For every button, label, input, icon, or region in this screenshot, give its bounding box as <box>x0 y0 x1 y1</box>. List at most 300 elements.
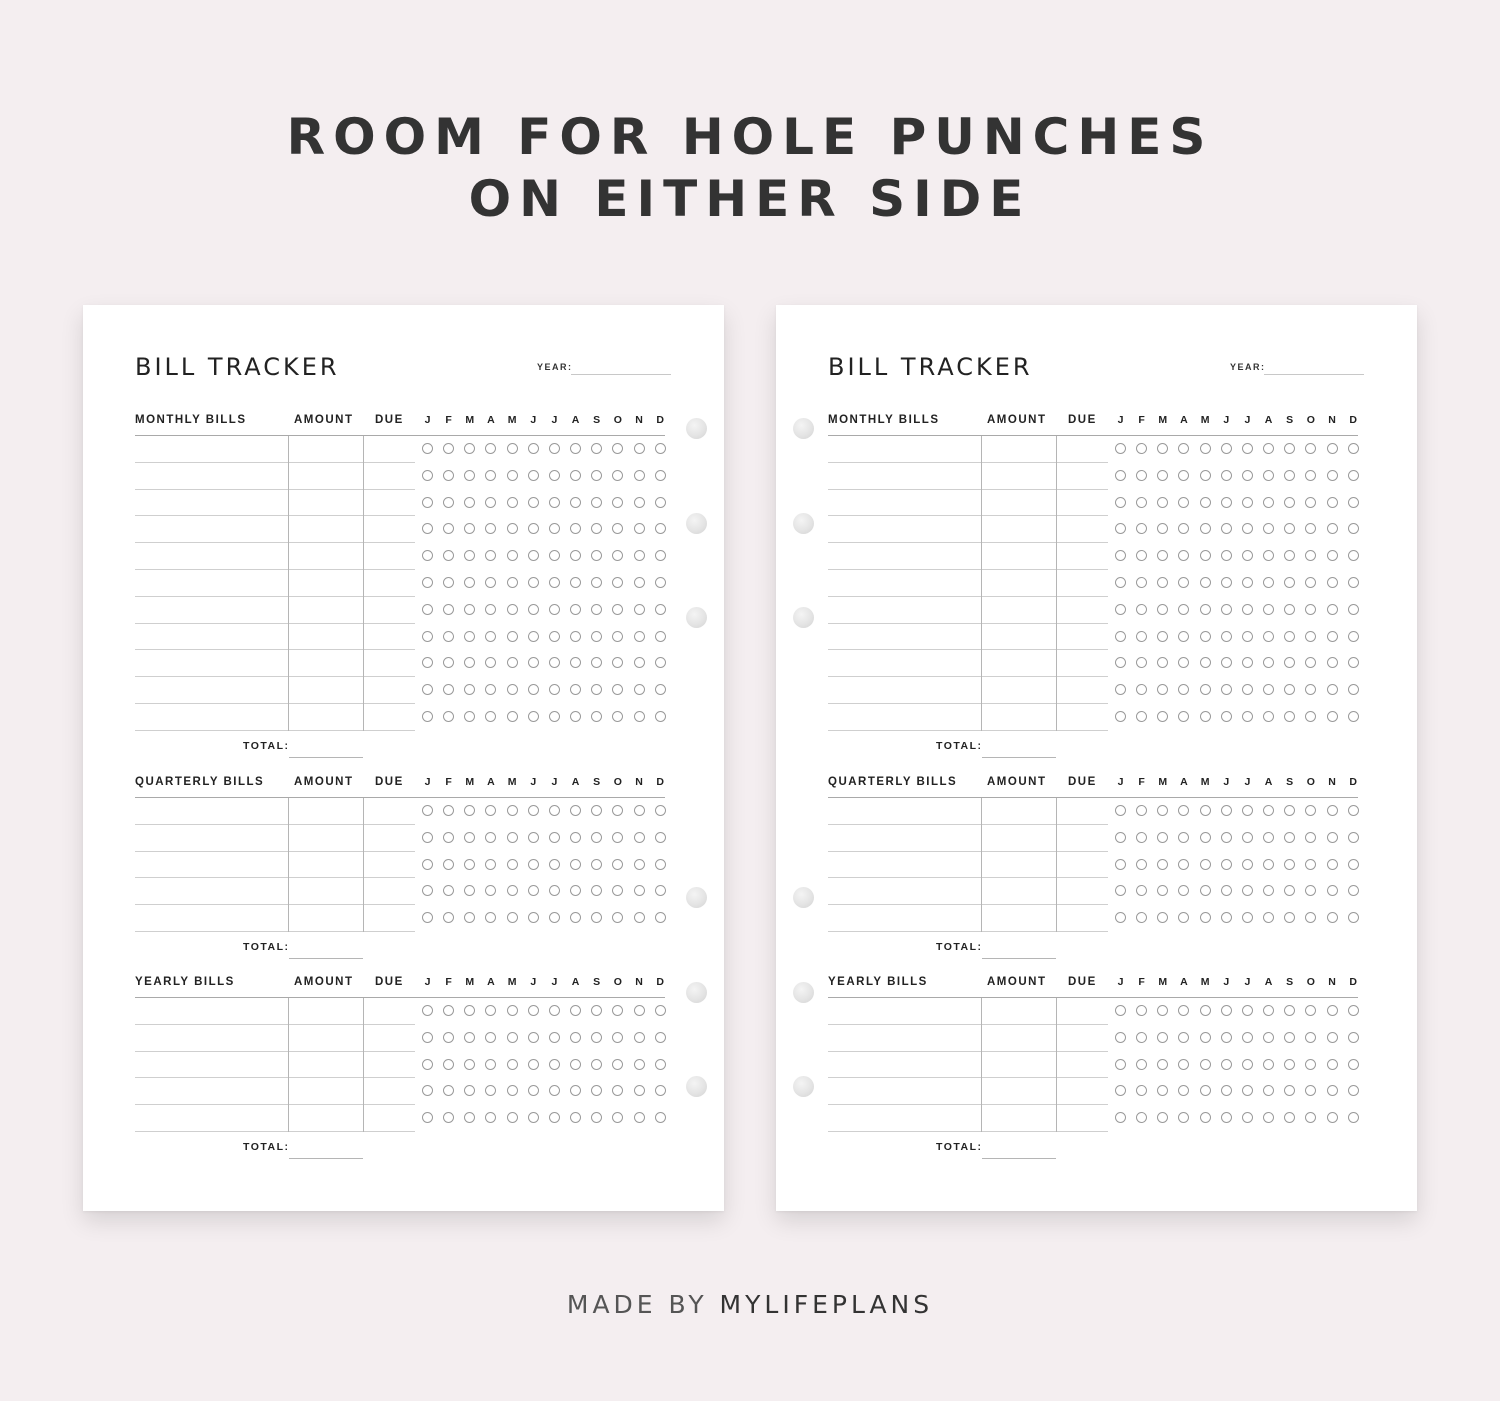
paid-checkbox[interactable] <box>507 631 518 642</box>
paid-checkbox[interactable] <box>1221 684 1232 695</box>
paid-checkbox[interactable] <box>634 1059 645 1070</box>
paid-checkbox[interactable] <box>1136 711 1147 722</box>
paid-checkbox[interactable] <box>1348 885 1359 896</box>
paid-checkbox[interactable] <box>1157 470 1168 481</box>
paid-checkbox[interactable] <box>655 1005 666 1016</box>
paid-checkbox[interactable] <box>443 577 454 588</box>
paid-checkbox[interactable] <box>485 470 496 481</box>
paid-checkbox[interactable] <box>1263 859 1274 870</box>
paid-checkbox[interactable] <box>507 711 518 722</box>
paid-checkbox[interactable] <box>528 470 539 481</box>
paid-checkbox[interactable] <box>1305 443 1316 454</box>
paid-checkbox[interactable] <box>1115 577 1126 588</box>
paid-checkbox[interactable] <box>655 604 666 615</box>
paid-checkbox[interactable] <box>1115 912 1126 923</box>
paid-checkbox[interactable] <box>634 523 645 534</box>
paid-checkbox[interactable] <box>1178 1005 1189 1016</box>
paid-checkbox[interactable] <box>1305 885 1316 896</box>
paid-checkbox[interactable] <box>1284 577 1295 588</box>
paid-checkbox[interactable] <box>443 1085 454 1096</box>
paid-checkbox[interactable] <box>1305 1005 1316 1016</box>
paid-checkbox[interactable] <box>507 859 518 870</box>
paid-checkbox[interactable] <box>634 805 645 816</box>
paid-checkbox[interactable] <box>1242 1112 1253 1123</box>
paid-checkbox[interactable] <box>1242 604 1253 615</box>
paid-checkbox[interactable] <box>591 1005 602 1016</box>
paid-checkbox[interactable] <box>1221 497 1232 508</box>
paid-checkbox[interactable] <box>612 1112 623 1123</box>
paid-checkbox[interactable] <box>591 1032 602 1043</box>
paid-checkbox[interactable] <box>485 711 496 722</box>
paid-checkbox[interactable] <box>464 443 475 454</box>
paid-checkbox[interactable] <box>612 497 623 508</box>
paid-checkbox[interactable] <box>549 443 560 454</box>
paid-checkbox[interactable] <box>634 550 645 561</box>
paid-checkbox[interactable] <box>591 577 602 588</box>
paid-checkbox[interactable] <box>549 805 560 816</box>
paid-checkbox[interactable] <box>528 523 539 534</box>
paid-checkbox[interactable] <box>528 657 539 668</box>
paid-checkbox[interactable] <box>591 631 602 642</box>
paid-checkbox[interactable] <box>1284 832 1295 843</box>
paid-checkbox[interactable] <box>1200 1085 1211 1096</box>
paid-checkbox[interactable] <box>1242 805 1253 816</box>
paid-checkbox[interactable] <box>1284 604 1295 615</box>
paid-checkbox[interactable] <box>634 684 645 695</box>
paid-checkbox[interactable] <box>570 523 581 534</box>
paid-checkbox[interactable] <box>1157 684 1168 695</box>
paid-checkbox[interactable] <box>1305 1112 1316 1123</box>
paid-checkbox[interactable] <box>634 912 645 923</box>
total-field[interactable] <box>982 958 1056 959</box>
paid-checkbox[interactable] <box>464 832 475 843</box>
paid-checkbox[interactable] <box>422 1085 433 1096</box>
paid-checkbox[interactable] <box>1178 885 1189 896</box>
total-field[interactable] <box>289 757 363 758</box>
paid-checkbox[interactable] <box>1263 1005 1274 1016</box>
paid-checkbox[interactable] <box>570 604 581 615</box>
paid-checkbox[interactable] <box>1115 443 1126 454</box>
paid-checkbox[interactable] <box>1327 1005 1338 1016</box>
paid-checkbox[interactable] <box>1115 657 1126 668</box>
paid-checkbox[interactable] <box>443 523 454 534</box>
paid-checkbox[interactable] <box>570 1005 581 1016</box>
paid-checkbox[interactable] <box>1242 631 1253 642</box>
paid-checkbox[interactable] <box>528 550 539 561</box>
paid-checkbox[interactable] <box>1348 470 1359 481</box>
paid-checkbox[interactable] <box>507 1112 518 1123</box>
paid-checkbox[interactable] <box>1157 657 1168 668</box>
paid-checkbox[interactable] <box>507 443 518 454</box>
paid-checkbox[interactable] <box>1178 497 1189 508</box>
paid-checkbox[interactable] <box>1327 577 1338 588</box>
paid-checkbox[interactable] <box>549 1059 560 1070</box>
paid-checkbox[interactable] <box>570 550 581 561</box>
paid-checkbox[interactable] <box>1263 684 1274 695</box>
paid-checkbox[interactable] <box>634 885 645 896</box>
paid-checkbox[interactable] <box>1327 604 1338 615</box>
paid-checkbox[interactable] <box>570 805 581 816</box>
paid-checkbox[interactable] <box>1327 1059 1338 1070</box>
paid-checkbox[interactable] <box>655 1032 666 1043</box>
paid-checkbox[interactable] <box>1200 885 1211 896</box>
paid-checkbox[interactable] <box>1327 1032 1338 1043</box>
paid-checkbox[interactable] <box>1305 1032 1316 1043</box>
paid-checkbox[interactable] <box>507 885 518 896</box>
paid-checkbox[interactable] <box>507 1032 518 1043</box>
paid-checkbox[interactable] <box>507 1005 518 1016</box>
paid-checkbox[interactable] <box>1221 1085 1232 1096</box>
paid-checkbox[interactable] <box>422 497 433 508</box>
paid-checkbox[interactable] <box>1284 497 1295 508</box>
paid-checkbox[interactable] <box>655 443 666 454</box>
paid-checkbox[interactable] <box>570 832 581 843</box>
paid-checkbox[interactable] <box>1200 711 1211 722</box>
paid-checkbox[interactable] <box>1327 1112 1338 1123</box>
paid-checkbox[interactable] <box>1200 1032 1211 1043</box>
paid-checkbox[interactable] <box>1157 497 1168 508</box>
paid-checkbox[interactable] <box>422 523 433 534</box>
paid-checkbox[interactable] <box>528 1005 539 1016</box>
paid-checkbox[interactable] <box>485 497 496 508</box>
paid-checkbox[interactable] <box>1284 631 1295 642</box>
paid-checkbox[interactable] <box>591 657 602 668</box>
paid-checkbox[interactable] <box>591 805 602 816</box>
paid-checkbox[interactable] <box>655 523 666 534</box>
paid-checkbox[interactable] <box>1221 550 1232 561</box>
paid-checkbox[interactable] <box>422 1032 433 1043</box>
paid-checkbox[interactable] <box>612 604 623 615</box>
paid-checkbox[interactable] <box>1263 1032 1274 1043</box>
paid-checkbox[interactable] <box>1178 631 1189 642</box>
paid-checkbox[interactable] <box>1242 885 1253 896</box>
paid-checkbox[interactable] <box>655 805 666 816</box>
paid-checkbox[interactable] <box>528 1032 539 1043</box>
paid-checkbox[interactable] <box>634 1032 645 1043</box>
paid-checkbox[interactable] <box>612 1005 623 1016</box>
paid-checkbox[interactable] <box>443 470 454 481</box>
paid-checkbox[interactable] <box>1348 1005 1359 1016</box>
paid-checkbox[interactable] <box>1305 805 1316 816</box>
paid-checkbox[interactable] <box>1136 832 1147 843</box>
paid-checkbox[interactable] <box>1178 1032 1189 1043</box>
paid-checkbox[interactable] <box>1136 885 1147 896</box>
paid-checkbox[interactable] <box>1284 711 1295 722</box>
paid-checkbox[interactable] <box>655 657 666 668</box>
paid-checkbox[interactable] <box>1115 604 1126 615</box>
paid-checkbox[interactable] <box>1157 711 1168 722</box>
paid-checkbox[interactable] <box>1136 1059 1147 1070</box>
paid-checkbox[interactable] <box>655 1112 666 1123</box>
paid-checkbox[interactable] <box>1115 1085 1126 1096</box>
paid-checkbox[interactable] <box>1221 1112 1232 1123</box>
paid-checkbox[interactable] <box>549 1085 560 1096</box>
paid-checkbox[interactable] <box>507 577 518 588</box>
paid-checkbox[interactable] <box>591 470 602 481</box>
paid-checkbox[interactable] <box>1178 577 1189 588</box>
paid-checkbox[interactable] <box>1200 577 1211 588</box>
paid-checkbox[interactable] <box>549 577 560 588</box>
paid-checkbox[interactable] <box>528 1085 539 1096</box>
paid-checkbox[interactable] <box>1305 604 1316 615</box>
paid-checkbox[interactable] <box>507 832 518 843</box>
paid-checkbox[interactable] <box>464 470 475 481</box>
paid-checkbox[interactable] <box>1327 859 1338 870</box>
paid-checkbox[interactable] <box>528 832 539 843</box>
paid-checkbox[interactable] <box>443 631 454 642</box>
paid-checkbox[interactable] <box>485 859 496 870</box>
paid-checkbox[interactable] <box>1348 577 1359 588</box>
paid-checkbox[interactable] <box>1348 657 1359 668</box>
paid-checkbox[interactable] <box>1242 684 1253 695</box>
paid-checkbox[interactable] <box>591 885 602 896</box>
paid-checkbox[interactable] <box>570 684 581 695</box>
paid-checkbox[interactable] <box>1284 443 1295 454</box>
paid-checkbox[interactable] <box>549 657 560 668</box>
paid-checkbox[interactable] <box>485 885 496 896</box>
total-field[interactable] <box>289 958 363 959</box>
paid-checkbox[interactable] <box>1200 859 1211 870</box>
paid-checkbox[interactable] <box>1136 604 1147 615</box>
paid-checkbox[interactable] <box>1348 711 1359 722</box>
paid-checkbox[interactable] <box>1200 497 1211 508</box>
paid-checkbox[interactable] <box>1284 1085 1295 1096</box>
paid-checkbox[interactable] <box>1221 1059 1232 1070</box>
paid-checkbox[interactable] <box>1327 684 1338 695</box>
paid-checkbox[interactable] <box>1157 859 1168 870</box>
paid-checkbox[interactable] <box>634 832 645 843</box>
paid-checkbox[interactable] <box>612 832 623 843</box>
paid-checkbox[interactable] <box>1327 657 1338 668</box>
paid-checkbox[interactable] <box>1221 470 1232 481</box>
paid-checkbox[interactable] <box>485 657 496 668</box>
paid-checkbox[interactable] <box>570 631 581 642</box>
paid-checkbox[interactable] <box>443 657 454 668</box>
paid-checkbox[interactable] <box>1157 1032 1168 1043</box>
paid-checkbox[interactable] <box>1178 859 1189 870</box>
paid-checkbox[interactable] <box>1348 497 1359 508</box>
paid-checkbox[interactable] <box>655 1085 666 1096</box>
paid-checkbox[interactable] <box>1178 443 1189 454</box>
paid-checkbox[interactable] <box>443 832 454 843</box>
paid-checkbox[interactable] <box>1263 550 1274 561</box>
paid-checkbox[interactable] <box>549 684 560 695</box>
paid-checkbox[interactable] <box>1327 885 1338 896</box>
paid-checkbox[interactable] <box>655 711 666 722</box>
paid-checkbox[interactable] <box>443 443 454 454</box>
paid-checkbox[interactable] <box>1284 859 1295 870</box>
paid-checkbox[interactable] <box>1348 1059 1359 1070</box>
paid-checkbox[interactable] <box>1136 1112 1147 1123</box>
paid-checkbox[interactable] <box>1263 604 1274 615</box>
paid-checkbox[interactable] <box>1178 550 1189 561</box>
paid-checkbox[interactable] <box>1221 1032 1232 1043</box>
paid-checkbox[interactable] <box>549 523 560 534</box>
paid-checkbox[interactable] <box>1115 1005 1126 1016</box>
paid-checkbox[interactable] <box>1263 1112 1274 1123</box>
paid-checkbox[interactable] <box>1348 832 1359 843</box>
paid-checkbox[interactable] <box>655 859 666 870</box>
paid-checkbox[interactable] <box>1200 832 1211 843</box>
paid-checkbox[interactable] <box>464 550 475 561</box>
paid-checkbox[interactable] <box>485 550 496 561</box>
paid-checkbox[interactable] <box>1327 470 1338 481</box>
paid-checkbox[interactable] <box>591 443 602 454</box>
paid-checkbox[interactable] <box>1157 631 1168 642</box>
paid-checkbox[interactable] <box>1221 885 1232 896</box>
paid-checkbox[interactable] <box>591 497 602 508</box>
paid-checkbox[interactable] <box>1200 550 1211 561</box>
paid-checkbox[interactable] <box>655 577 666 588</box>
paid-checkbox[interactable] <box>1327 443 1338 454</box>
paid-checkbox[interactable] <box>507 550 518 561</box>
paid-checkbox[interactable] <box>1348 550 1359 561</box>
paid-checkbox[interactable] <box>1284 1059 1295 1070</box>
paid-checkbox[interactable] <box>1348 604 1359 615</box>
paid-checkbox[interactable] <box>655 631 666 642</box>
paid-checkbox[interactable] <box>1115 1032 1126 1043</box>
paid-checkbox[interactable] <box>591 711 602 722</box>
total-field[interactable] <box>289 1158 363 1159</box>
paid-checkbox[interactable] <box>591 684 602 695</box>
paid-checkbox[interactable] <box>1136 1005 1147 1016</box>
paid-checkbox[interactable] <box>612 1085 623 1096</box>
paid-checkbox[interactable] <box>507 497 518 508</box>
paid-checkbox[interactable] <box>1284 1032 1295 1043</box>
paid-checkbox[interactable] <box>1284 912 1295 923</box>
paid-checkbox[interactable] <box>1263 805 1274 816</box>
paid-checkbox[interactable] <box>422 443 433 454</box>
paid-checkbox[interactable] <box>1115 1059 1126 1070</box>
paid-checkbox[interactable] <box>1115 832 1126 843</box>
paid-checkbox[interactable] <box>549 859 560 870</box>
paid-checkbox[interactable] <box>1242 470 1253 481</box>
paid-checkbox[interactable] <box>634 470 645 481</box>
paid-checkbox[interactable] <box>422 577 433 588</box>
paid-checkbox[interactable] <box>1157 604 1168 615</box>
total-field[interactable] <box>982 757 1056 758</box>
paid-checkbox[interactable] <box>1327 711 1338 722</box>
paid-checkbox[interactable] <box>1263 912 1274 923</box>
paid-checkbox[interactable] <box>1284 1112 1295 1123</box>
paid-checkbox[interactable] <box>507 470 518 481</box>
paid-checkbox[interactable] <box>1136 684 1147 695</box>
paid-checkbox[interactable] <box>1242 523 1253 534</box>
paid-checkbox[interactable] <box>612 859 623 870</box>
paid-checkbox[interactable] <box>528 912 539 923</box>
paid-checkbox[interactable] <box>1242 859 1253 870</box>
paid-checkbox[interactable] <box>1136 577 1147 588</box>
paid-checkbox[interactable] <box>570 1059 581 1070</box>
paid-checkbox[interactable] <box>1136 631 1147 642</box>
paid-checkbox[interactable] <box>1136 805 1147 816</box>
paid-checkbox[interactable] <box>612 1032 623 1043</box>
paid-checkbox[interactable] <box>634 1112 645 1123</box>
paid-checkbox[interactable] <box>1348 1032 1359 1043</box>
paid-checkbox[interactable] <box>464 523 475 534</box>
paid-checkbox[interactable] <box>422 711 433 722</box>
paid-checkbox[interactable] <box>485 443 496 454</box>
paid-checkbox[interactable] <box>443 912 454 923</box>
paid-checkbox[interactable] <box>507 523 518 534</box>
paid-checkbox[interactable] <box>1263 631 1274 642</box>
paid-checkbox[interactable] <box>1348 631 1359 642</box>
paid-checkbox[interactable] <box>1305 1059 1316 1070</box>
paid-checkbox[interactable] <box>1242 550 1253 561</box>
paid-checkbox[interactable] <box>1305 711 1316 722</box>
paid-checkbox[interactable] <box>1178 684 1189 695</box>
paid-checkbox[interactable] <box>464 859 475 870</box>
paid-checkbox[interactable] <box>1200 1059 1211 1070</box>
paid-checkbox[interactable] <box>591 1112 602 1123</box>
paid-checkbox[interactable] <box>485 523 496 534</box>
paid-checkbox[interactable] <box>1157 443 1168 454</box>
paid-checkbox[interactable] <box>1242 1005 1253 1016</box>
paid-checkbox[interactable] <box>1136 912 1147 923</box>
paid-checkbox[interactable] <box>1348 1112 1359 1123</box>
paid-checkbox[interactable] <box>1242 657 1253 668</box>
paid-checkbox[interactable] <box>1178 1059 1189 1070</box>
paid-checkbox[interactable] <box>1178 523 1189 534</box>
paid-checkbox[interactable] <box>1200 1112 1211 1123</box>
paid-checkbox[interactable] <box>1242 443 1253 454</box>
paid-checkbox[interactable] <box>1136 497 1147 508</box>
paid-checkbox[interactable] <box>570 912 581 923</box>
paid-checkbox[interactable] <box>528 577 539 588</box>
paid-checkbox[interactable] <box>570 1112 581 1123</box>
paid-checkbox[interactable] <box>1115 711 1126 722</box>
paid-checkbox[interactable] <box>1178 604 1189 615</box>
paid-checkbox[interactable] <box>549 885 560 896</box>
paid-checkbox[interactable] <box>528 1059 539 1070</box>
paid-checkbox[interactable] <box>1221 443 1232 454</box>
paid-checkbox[interactable] <box>1305 523 1316 534</box>
paid-checkbox[interactable] <box>634 443 645 454</box>
paid-checkbox[interactable] <box>612 805 623 816</box>
paid-checkbox[interactable] <box>1305 859 1316 870</box>
paid-checkbox[interactable] <box>1242 832 1253 843</box>
paid-checkbox[interactable] <box>443 1112 454 1123</box>
paid-checkbox[interactable] <box>1115 1112 1126 1123</box>
paid-checkbox[interactable] <box>422 684 433 695</box>
paid-checkbox[interactable] <box>422 1112 433 1123</box>
paid-checkbox[interactable] <box>570 711 581 722</box>
paid-checkbox[interactable] <box>1178 1085 1189 1096</box>
paid-checkbox[interactable] <box>1200 604 1211 615</box>
paid-checkbox[interactable] <box>655 832 666 843</box>
paid-checkbox[interactable] <box>528 443 539 454</box>
paid-checkbox[interactable] <box>549 1112 560 1123</box>
paid-checkbox[interactable] <box>1157 1085 1168 1096</box>
paid-checkbox[interactable] <box>549 631 560 642</box>
paid-checkbox[interactable] <box>1221 1005 1232 1016</box>
paid-checkbox[interactable] <box>1284 885 1295 896</box>
paid-checkbox[interactable] <box>1115 684 1126 695</box>
paid-checkbox[interactable] <box>1200 470 1211 481</box>
paid-checkbox[interactable] <box>549 550 560 561</box>
paid-checkbox[interactable] <box>528 497 539 508</box>
paid-checkbox[interactable] <box>591 523 602 534</box>
paid-checkbox[interactable] <box>570 470 581 481</box>
paid-checkbox[interactable] <box>1136 1032 1147 1043</box>
paid-checkbox[interactable] <box>1242 577 1253 588</box>
paid-checkbox[interactable] <box>1242 497 1253 508</box>
paid-checkbox[interactable] <box>1221 577 1232 588</box>
paid-checkbox[interactable] <box>1157 523 1168 534</box>
paid-checkbox[interactable] <box>612 550 623 561</box>
paid-checkbox[interactable] <box>612 684 623 695</box>
paid-checkbox[interactable] <box>422 859 433 870</box>
